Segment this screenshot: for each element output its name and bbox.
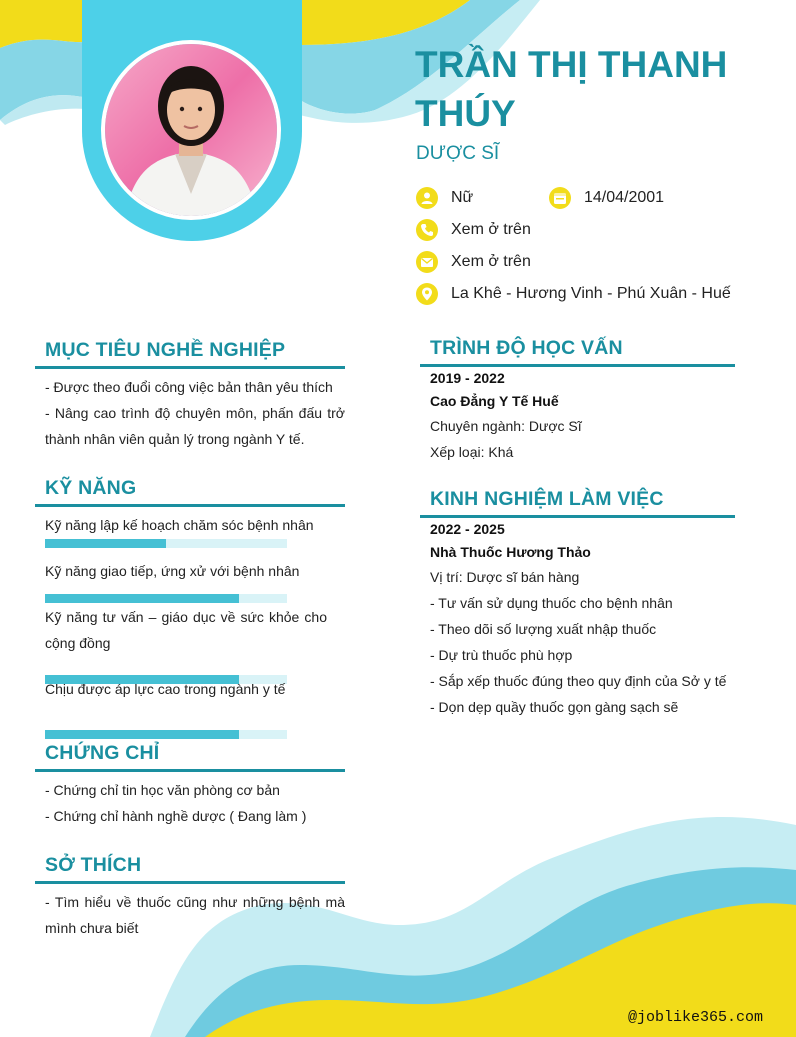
education-rank: Xếp loại: Khá: [430, 444, 514, 460]
skill-label: Kỹ năng tư vấn – giáo dục về sức khỏe cho cộng đồng: [45, 609, 327, 651]
job-title: DƯỢC SĨ: [416, 143, 500, 164]
certificates-heading: CHỨNG CHỈ: [45, 742, 160, 764]
gender-value: Nữ: [451, 189, 474, 206]
experience-period: 2022 - 2025: [430, 521, 505, 537]
calendar-icon: [549, 187, 571, 209]
skills-divider: [35, 504, 345, 507]
certificates-divider: [35, 769, 345, 772]
hobbies-divider: [35, 881, 345, 884]
user-icon: [416, 187, 438, 209]
skills-heading: KỸ NĂNG: [45, 477, 137, 499]
experience-heading: KINH NGHIỆM LÀM VIỆC: [430, 488, 664, 510]
full-name: [415, 40, 775, 138]
skill-label: Chịu được áp lực cao trong ngành y tế: [45, 681, 286, 697]
phone-icon: [416, 219, 438, 241]
education-heading: TRÌNH ĐỘ HỌC VẤN: [430, 337, 623, 359]
education-school: Cao Đẳng Y Tế Huế: [430, 393, 559, 409]
education-period: 2019 - 2022: [430, 370, 505, 386]
certificates-list: [45, 777, 345, 829]
objective-text: [45, 374, 345, 452]
experience-duty: - Sắp xếp thuốc đúng theo quy định của Sở y tế: [430, 673, 727, 689]
name-line-1: TRẦN THỊ THANH: [415, 44, 728, 85]
objective-heading: MỤC TIÊU NGHỀ NGHIỆP: [45, 339, 286, 361]
experience-duty: - Theo dõi số lượng xuất nhập thuốc: [430, 621, 657, 637]
gender-row: [416, 186, 473, 210]
experience-duty: - Dự trù thuốc phù hợp: [430, 647, 573, 663]
birthday-value: 14/04/2001: [584, 189, 665, 206]
mail-icon: [416, 251, 438, 273]
certificate-item: - Chứng chỉ tin học văn phòng cơ bản: [45, 782, 280, 798]
skill-bar-fill: [45, 730, 239, 739]
skill-bar-fill: [45, 539, 166, 548]
experience-block: [430, 518, 740, 720]
objective-line: - Được theo đuổi công việc bản thân yêu thích: [45, 379, 333, 395]
address-row: [416, 282, 731, 306]
skill-bar: [45, 730, 287, 739]
email-value: Xem ở trên: [451, 253, 531, 270]
experience-company: Nhà Thuốc Hương Thảo: [430, 544, 591, 560]
watermark: @joblike365.com: [627, 1009, 763, 1026]
hobbies-text: - Tìm hiểu về thuốc cũng như những bệnh mà mình chưa biết: [45, 894, 345, 936]
phone-value: Xem ở trên: [451, 221, 531, 238]
name-line-2: THÚY: [415, 93, 516, 134]
phone-row: [416, 218, 531, 242]
objective-divider: [35, 366, 345, 369]
email-row: [416, 250, 531, 274]
experience-position: Vị trí: Dược sĩ bán hàng: [430, 569, 580, 585]
skill-bar-fill: [45, 594, 239, 603]
education-block: [430, 367, 730, 465]
objective-line: - Nâng cao trình độ chuyên môn, phấn đấu trở thành nhân viên quản lý trong ngành Y tế.: [45, 405, 345, 447]
avatar-photo: [101, 40, 281, 220]
skill-bar: [45, 594, 287, 603]
address-value: La Khê - Hương Vinh - Phú Xuân - Huế: [451, 285, 731, 302]
skill-label: Kỹ năng giao tiếp, ứng xử với bệnh nhân: [45, 563, 300, 579]
skill-label: Kỹ năng lập kế hoạch chăm sóc bệnh nhân: [45, 517, 314, 533]
experience-duty: - Tư vấn sử dụng thuốc cho bệnh nhân: [430, 595, 673, 611]
education-major: Chuyên ngành: Dược Sĩ: [430, 418, 582, 434]
hobbies-heading: SỞ THÍCH: [45, 854, 142, 876]
experience-duty: - Dọn dẹp quầy thuốc gọn gàng sạch sẽ: [430, 699, 679, 715]
certificate-item: - Chứng chỉ hành nghề dược ( Đang làm ): [45, 808, 307, 824]
birthday-row: [549, 186, 664, 210]
location-pin-icon: [416, 283, 438, 305]
skill-bar: [45, 539, 287, 548]
